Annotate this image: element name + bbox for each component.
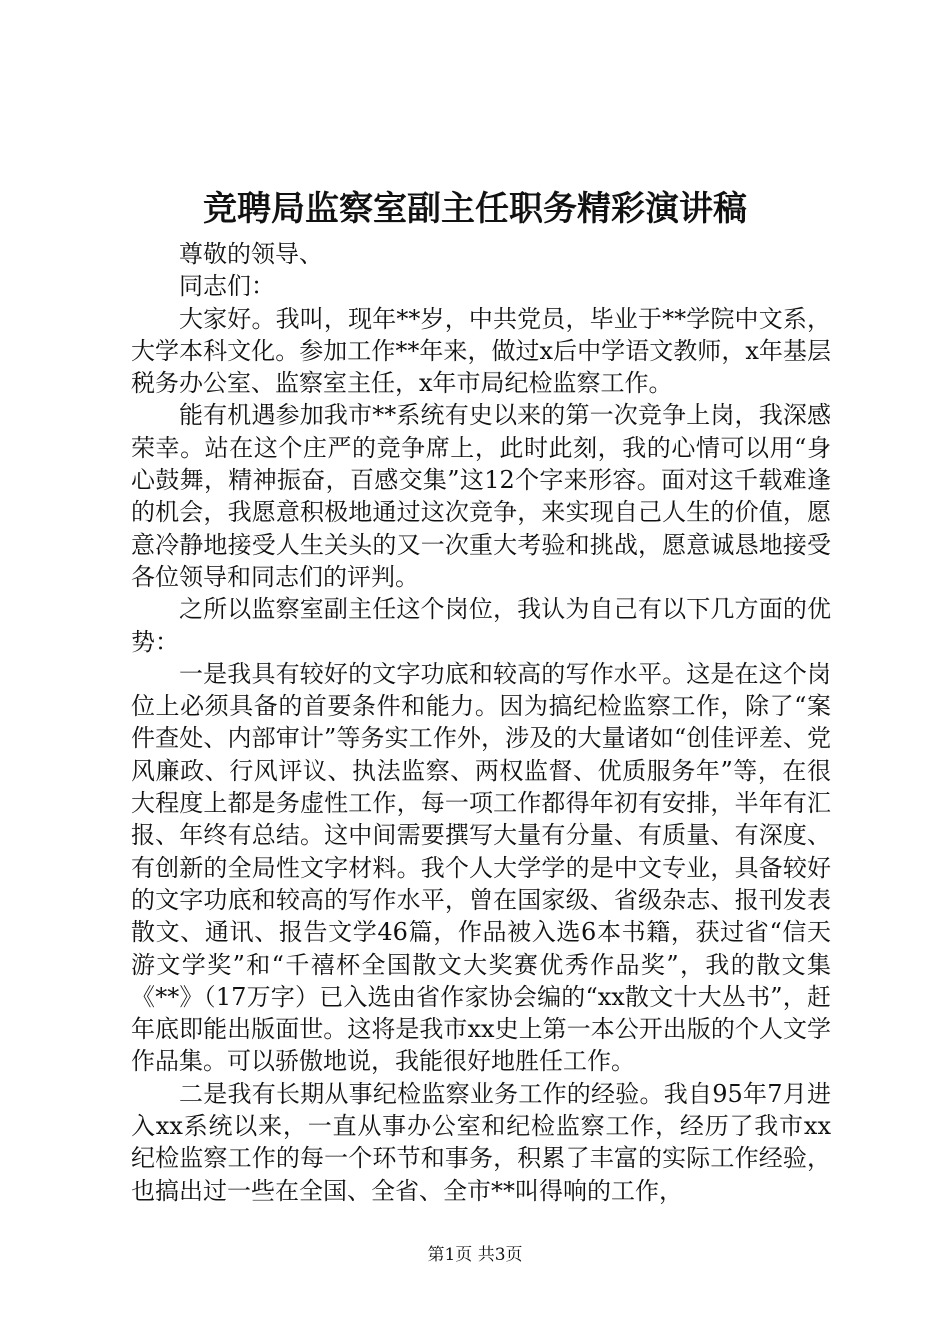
paragraph-opportunity: 能有机遇参加我市**系统有史以来的第一次竞争上岗，我深感荣幸。站在这个庄严的竞争席上，此时此刻，我的心情可以用“身心鼓舞，精神振奋，百感交集”这12个字来形容。面对这千载难逢的机会，我愿意积极地通过这次竞争，来实现自己人生的价值，愿意冷静地接受人生关头的又一次重大考验和挑战，愿意诚恳地接受各位领导和同志们的评判。 <box>131 401 831 591</box>
paragraph-advantage-two: 二是我有长期从事纪检监察业务工作的经验。我自95年7月进入xx系统以来，一直从事办公室和纪检监察工作，经历了我市xx纪检监察工作的每一个环节和事务，积累了丰富的实际工作经验，也搞出过一些在全国、全省、全市**叫得响的工作， <box>131 1079 831 1205</box>
document-body <box>131 238 831 1207</box>
salutation-line-2: 同志们： <box>179 272 275 301</box>
paragraph-advantages-intro: 之所以监察室副主任这个岗位，我认为自己有以下几方面的优势： <box>131 595 831 656</box>
paragraph-advantage-one: 一是我具有较好的文字功底和较高的写作水平。这是在这个岗位上必须具备的首要条件和能力。因为搞纪检监察工作，除了“案件查处、内部审计”等务实工作外，涉及的大量诸如“创佳评差、党风廉政、行风评议、执法监察、两权监督、优质服务年”等，在很大程度上都是务虚性工作，每一项工作都得年初有安排，半年有汇报、年终有总结。这中间需要撰写大量有分量、有质量、有深度、有创新的全局性文字材料。我个人大学学的是中文专业，具备较好的文字功底和较高的写作水平，曾在国家级、省级杂志、报刊发表散文、通讯、报告文学46篇，作品被入选6本书籍，获过省“信天游文学奖”和“千禧杯全国散文大奖赛优秀作品奖”，我的散文集《**》（17万字）已入选由省作家协会编的“xx散文十大丛书”，赶年底即能出版面世。这将是我市xx史上第一本公开出版的个人文学作品集。可以骄傲地说，我能很好地胜任工作。 <box>131 659 831 1076</box>
page-footer: 第1页 共3页 <box>427 1245 523 1265</box>
salutation-line-1: 尊敬的领导、 <box>179 240 323 268</box>
paragraph-introduction: 大家好。我叫，现年**岁，中共党员，毕业于**学院中文系，大学本科文化。参加工作**年来，做过x后中学语文教师，x年基层税务办公室、监察室主任，x年市局纪检监察工作。 <box>131 304 831 398</box>
document-title: 竞聘局监察室副主任职务精彩演讲稿 <box>203 189 747 229</box>
